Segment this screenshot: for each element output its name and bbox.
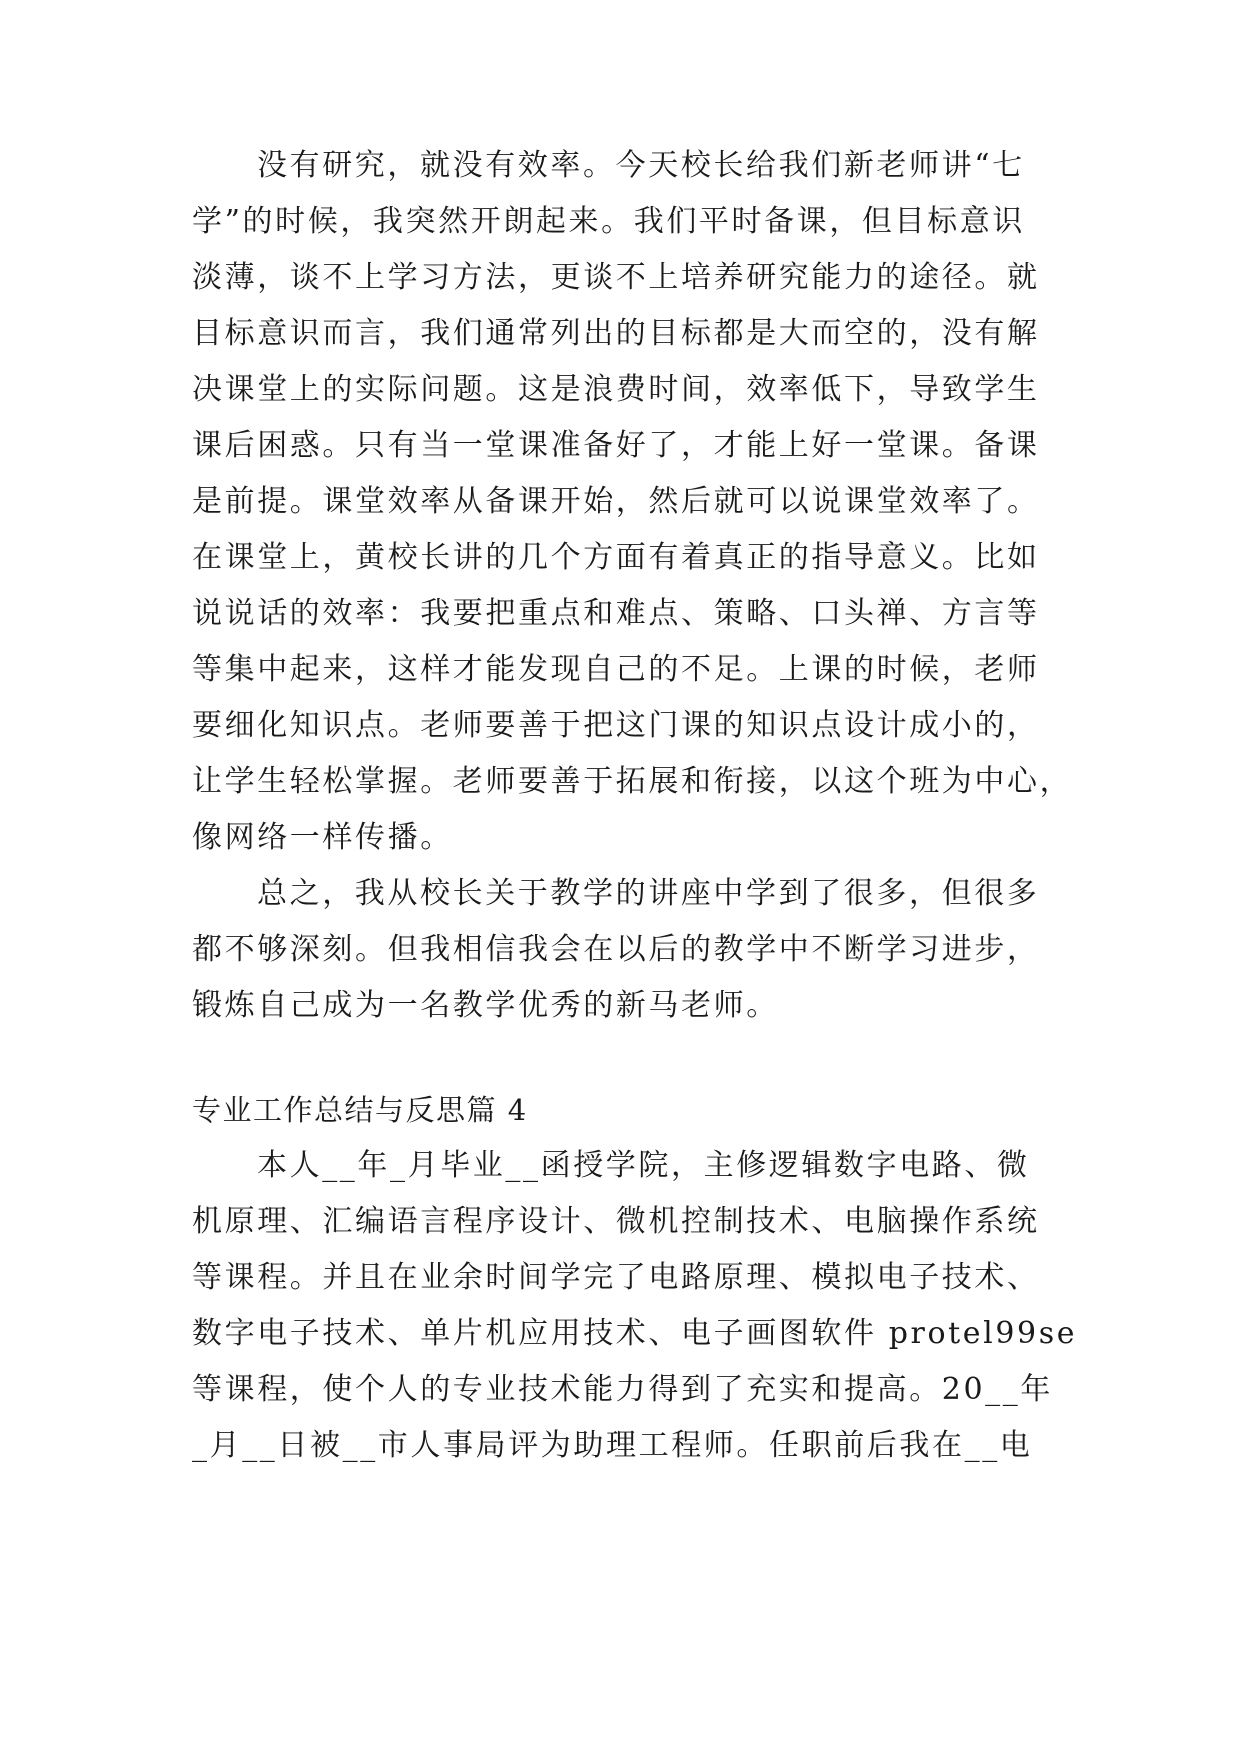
paragraph-1-line-9: 说说话的效率：我要把重点和难点、策略、口头禅、方言等 — [192, 596, 1040, 631]
paragraph-1-line-2: 学”的时候，我突然开朗起来。我们平时备课，但目标意识 — [192, 204, 1025, 239]
section-heading: 专业工作总结与反思篇 4 — [192, 1093, 528, 1127]
paragraph-3-line-5: 等课程，使个人的专业技术能力得到了充实和提高。20__年 — [192, 1372, 1053, 1407]
paragraph-1-line-4: 目标意识而言，我们通常列出的目标都是大而空的，没有解 — [192, 316, 1040, 351]
paragraph-3-line-6: _月__日被__市人事局评为助理工程师。任职前后我在__电 — [192, 1428, 1033, 1463]
paragraph-3-line-2: 机原理、汇编语言程序设计、微机控制技术、电脑操作系统 — [192, 1204, 1040, 1239]
paragraph-2-line-1: 总之，我从校长关于教学的讲座中学到了很多，但很多 — [257, 876, 1040, 911]
paragraph-1-line-11: 要细化知识点。老师要善于把这门课的知识点设计成小的， — [192, 708, 1040, 743]
paragraph-1-line-1: 没有研究，就没有效率。今天校长给我们新老师讲“七 — [257, 148, 1025, 183]
paragraph-1-line-8: 在课堂上，黄校长讲的几个方面有着真正的指导意义。比如 — [192, 540, 1040, 575]
paragraph-1-line-5: 决课堂上的实际问题。这是浪费时间，效率低下，导致学生 — [192, 372, 1040, 407]
paragraph-1-line-3: 淡薄，谈不上学习方法，更谈不上培养研究能力的途径。就 — [192, 260, 1040, 295]
paragraph-3-line-3: 等课程。并且在业余时间学完了电路原理、模拟电子技术、 — [192, 1260, 1040, 1295]
paragraph-1-line-6: 课后困惑。只有当一堂课准备好了，才能上好一堂课。备课 — [192, 428, 1040, 463]
paragraph-1-line-10: 等集中起来，这样才能发现自己的不足。上课的时候，老师 — [192, 652, 1040, 687]
paragraph-3-line-1: 本人__年_月毕业__函授学院，主修逻辑数字电路、微 — [257, 1148, 1030, 1183]
paragraph-3-line-4: 数字电子技术、单片机应用技术、电子画图软件 protel99se — [192, 1316, 1078, 1351]
paragraph-1-line-13: 像网络一样传播。 — [192, 820, 453, 855]
paragraph-2-line-2: 都不够深刻。但我相信我会在以后的教学中不断学习进步， — [192, 932, 1040, 967]
paragraph-2-line-3: 锻炼自己成为一名教学优秀的新马老师。 — [192, 988, 779, 1023]
paragraph-1-line-7: 是前提。课堂效率从备课开始，然后就可以说课堂效率了。 — [192, 484, 1040, 519]
paragraph-1-line-12: 让学生轻松掌握。老师要善于拓展和衔接，以这个班为中心， — [192, 764, 1073, 799]
